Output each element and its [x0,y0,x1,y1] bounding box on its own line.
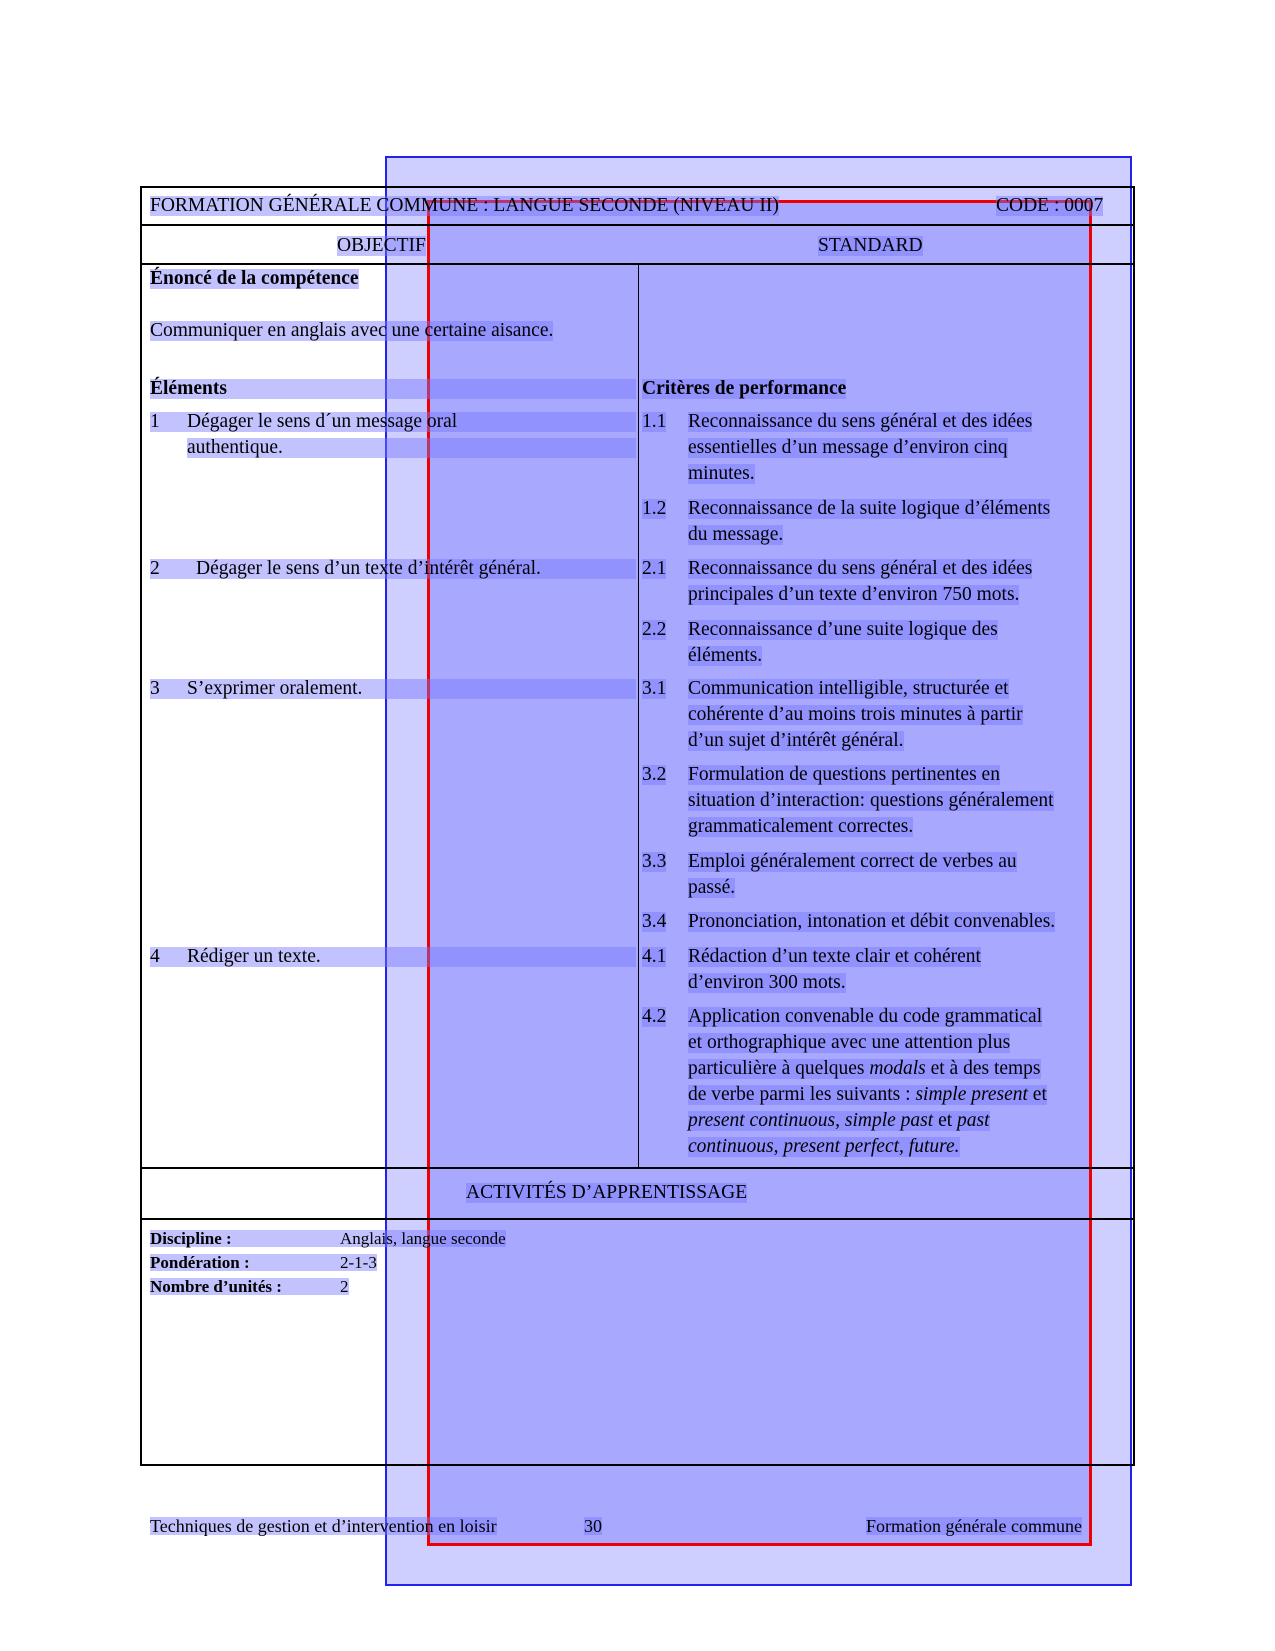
criterion-number: 4.2 [642,1006,667,1027]
criterion-line: de verbe parmi les suivants : simple present et [688,1084,1047,1105]
table-divider [140,1167,1135,1169]
criterion-number: 1.2 [642,498,667,519]
column-divider [638,263,639,1167]
meta-value-units: 2 [340,1277,349,1296]
footer-left: Techniques de gestion et d’intervention en loisir [150,1516,497,1536]
criterion-line: minutes. [688,463,755,484]
criterion-line: cohérente d’au moins trois minutes à partir [688,704,1023,725]
footer-page-number: 30 [584,1516,602,1536]
table-divider [140,224,1135,226]
criterion-number: 3.1 [642,678,667,699]
criterion-line: principales d’un texte d’environ 750 mots. [688,584,1020,605]
criterion-line: Reconnaissance du sens général et des idées [688,411,1033,432]
criterion-line: present continuous, simple past et past [688,1110,990,1131]
activities-title: ACTIVITÉS D’APPRENTISSAGE [466,1182,748,1203]
table-divider [140,1218,1135,1220]
criterion-line: grammaticalement correctes. [688,816,914,837]
criterion-line: éléments. [688,645,763,666]
criterion-number: 1.1 [642,411,667,432]
criterion-number: 3.4 [642,911,667,932]
element-item-cont: authentique. [187,438,636,458]
criterion-line: Communication intelligible, structurée et [688,678,1009,699]
criterion-number: 2.1 [642,558,667,579]
competence-text: Communiquer en anglais avec une certaine aisance. [150,320,554,341]
criterion-line: du message. [688,524,784,545]
criterion-line: continuous, present perfect, future. [688,1136,960,1157]
meta-value-discipline: Anglais, langue seconde [340,1229,506,1248]
criterion-line: Formulation de questions pertinentes en [688,764,1000,785]
element-item: 3 S’exprimer oralement. [150,679,636,699]
criteria-heading: Critères de performance [642,378,847,399]
criterion-number: 4.1 [642,946,667,967]
criterion-line: Reconnaissance d’une suite logique des [688,619,998,640]
criterion-line: particulière à quelques modals et à des temps [688,1058,1041,1079]
meta-label-discipline: Discipline : [150,1230,340,1247]
meta-label-ponderation: Pondération : [150,1254,340,1271]
criterion-line: Reconnaissance du sens général et des idées [688,558,1033,579]
criterion-line: passé. [688,877,736,898]
elements-heading: Éléments [150,379,636,399]
competence-heading: Énoncé de la compétence [150,268,359,289]
column-header-objectif: OBJECTIF [337,235,426,256]
criterion-line: Application convenable du code grammatical [688,1006,1043,1027]
meta-value-ponderation: 2-1-3 [340,1253,377,1272]
criterion-line: essentielles d’un message d’environ cinq [688,437,1008,458]
header-code: CODE : 0007 [996,195,1104,216]
element-item: 1 Dégager le sens d´un message oral [150,412,636,432]
criterion-number: 2.2 [642,619,667,640]
criterion-line: Reconnaissance de la suite logique d’éléments [688,498,1051,519]
element-item: 2 Dégager le sens d’un texte d’intérêt général. [150,559,636,579]
criterion-number: 3.2 [642,764,667,785]
column-header-standard: STANDARD [818,235,923,256]
criterion-line: d’un sujet d’intérêt général. [688,730,904,751]
criterion-number: 3.3 [642,851,667,872]
footer-right: Formation générale commune [866,1516,1082,1536]
criterion-line: d’environ 300 mots. [688,972,846,993]
criterion-line: Rédaction d’un texte clair et cohérent [688,946,981,967]
criterion-line: situation d’interaction: questions généralement [688,790,1054,811]
header-title: FORMATION GÉNÉRALE COMMUNE : LANGUE SECONDE (NIVEAU II) [150,195,779,216]
meta-label-units: Nombre d’unités : [150,1278,340,1295]
criterion-line: et orthographique avec une attention plus [688,1032,1011,1053]
element-item: 4 Rédiger un texte. [150,947,636,967]
criterion-line: Emploi généralement correct de verbes au [688,851,1017,872]
criterion-line: Prononciation, intonation et débit convenables. [688,911,1056,932]
